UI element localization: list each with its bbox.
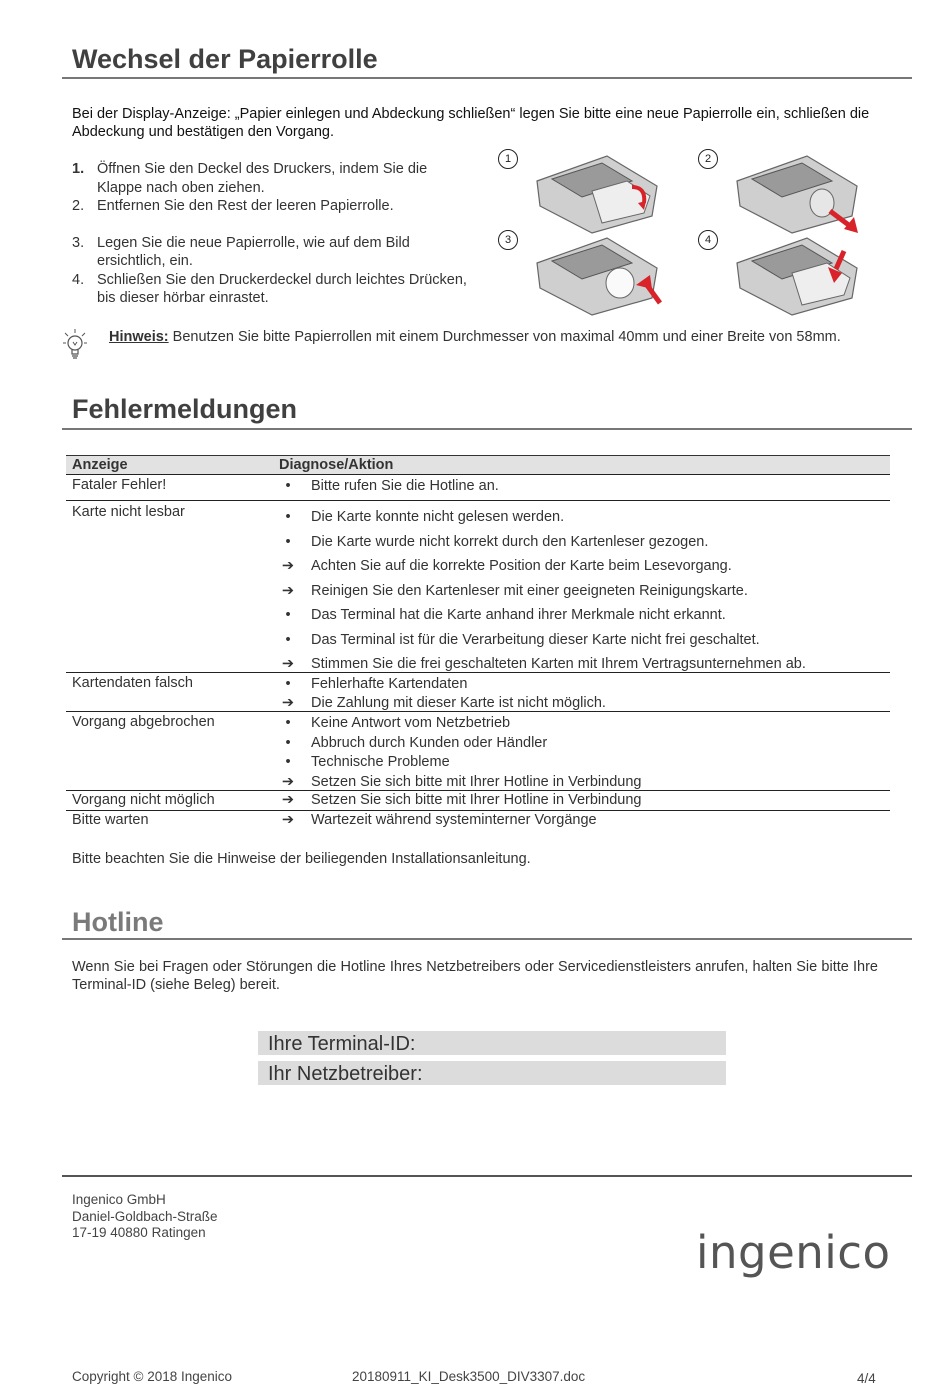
step-item: 1. Öffnen Sie den Deckel des Druckers, indem Sie die Klappe nach oben ziehen. (72, 161, 428, 196)
error-table (66, 455, 890, 831)
table-row (66, 791, 890, 811)
installation-note: Bitte beachten Sie die Hinweise der beiliegenden Installationsanleitung. (72, 851, 531, 867)
document-filename: 20180911_KI_Desk3500_DIV3307.doc (352, 1369, 586, 1384)
hint-label: Hinweis: (109, 329, 169, 345)
section-title-paper: Wechsel der Papierrolle (72, 44, 378, 74)
terminal-illustration-2 (732, 151, 862, 236)
network-operator-field: Ihr Netzbetreiber: (258, 1061, 726, 1085)
lightbulb-icon (62, 327, 88, 361)
step-item: 3. Legen Sie die neue Papierrolle, wie auf dem Bild ersichtlich, ein. (72, 234, 410, 269)
list-item: ➔ Setzen Sie sich bitte mit Ihrer Hotline in Verbindung (281, 773, 642, 790)
footer-rule (62, 1175, 912, 1177)
row-display: Karte nicht lesbar (72, 504, 185, 520)
step-item: 4. Schließen Sie den Druckerdeckel durch leichtes Drücken, bis dieser hörbar einrastet. (72, 271, 467, 306)
terminal-illustration-3 (532, 233, 662, 318)
table-row (66, 712, 890, 791)
figure-number: 4 (698, 230, 718, 250)
table-row (66, 501, 890, 673)
copyright: Copyright © 2018 Ingenico (72, 1369, 233, 1384)
figure-number: 2 (698, 149, 718, 169)
section-title-hotline: Hotline (72, 907, 164, 937)
terminal-id-field: Ihre Terminal-ID: (258, 1031, 726, 1055)
step-item: 2. Entfernen Sie den Rest der leeren Papierrolle. (72, 198, 394, 214)
list-item: • Keine Antwort vom Netzbetrieb (285, 715, 511, 731)
ingenico-logo: ingenico (696, 1226, 891, 1279)
col-header-display: Anzeige (72, 457, 128, 473)
title-rule (62, 77, 912, 79)
row-display: Bitte warten (72, 812, 149, 828)
terminal-illustration-1 (532, 151, 662, 236)
list-item: • Bitte rufen Sie die Hotline an. (285, 478, 499, 494)
list-item: • Das Terminal ist für die Verarbeitung dieser Karte nicht frei geschaltet. (285, 631, 760, 648)
list-item: ➔ Reinigen Sie den Kartenleser mit einer geeigneten Reinigungskarte. (281, 582, 748, 599)
list-item: ➔ Die Zahlung mit dieser Karte ist nicht möglich. (281, 694, 606, 711)
terminal-illustration-4 (732, 233, 862, 318)
company-address (72, 1192, 218, 1242)
list-item: • Das Terminal hat die Karte anhand ihrer Merkmale nicht erkannt. (285, 607, 726, 623)
company-street: Daniel-Goldbach-Straße (72, 1208, 218, 1224)
list-item: • Fehlerhafte Kartendaten (285, 676, 468, 692)
section-title-errors: Fehlermeldungen (72, 394, 298, 424)
row-display: Fataler Fehler! (72, 477, 167, 493)
hint-note: Hinweis: Benutzen Sie bitte Papierrollen mit einem Durchmesser von maximal 40mm und einer Breite von 58mm. (109, 329, 841, 345)
table-row (66, 673, 890, 712)
intro-text: Bei der Display-Anzeige: „Papier einlegen und Abdeckung schließen“ legen Sie bitte eine neue Papierrolle ein, schließen die Abdeckung und bestätigen den Vorgang. (72, 106, 870, 140)
table-row (66, 811, 890, 831)
figure-number: 1 (498, 149, 518, 169)
list-item: ➔ Setzen Sie sich bitte mit Ihrer Hotline in Verbindung (281, 792, 642, 808)
list-item: • Die Karte wurde nicht korrekt durch den Kartenleser gezogen. (285, 533, 709, 550)
row-display: Vorgang abgebrochen (72, 714, 215, 730)
list-item: ➔ Achten Sie auf die korrekte Position der Karte beim Lesevorgang. (281, 558, 732, 574)
page-number: 4/4 (857, 1371, 876, 1386)
col-header-action: Diagnose/Aktion (279, 457, 394, 473)
steps-list (72, 160, 472, 308)
list-item: ➔ Stimmen Sie die frei geschalteten Karten mit Ihrem Vertragsunternehmen ab. (281, 656, 806, 672)
table-header (66, 455, 890, 475)
list-item: • Technische Probleme (285, 754, 450, 770)
list-item: • Abbruch durch Kunden oder Händler (285, 734, 548, 751)
row-display: Vorgang nicht möglich (72, 792, 215, 808)
list-item: ➔ Wartezeit während systeminterner Vorgänge (281, 812, 597, 828)
table-row (66, 475, 890, 501)
paper-roll-figures (492, 143, 892, 323)
figure-number: 3 (498, 230, 518, 250)
title-rule (62, 938, 912, 940)
hotline-text: Wenn Sie bei Fragen oder Störungen die Hotline Ihres Netzbetreibers oder Servicedienstleisters anrufen, halten Sie bitte Ihre Terminal-ID (siehe Beleg) bereit. (72, 959, 878, 993)
title-rule (62, 428, 912, 430)
company-name: Ingenico GmbH (72, 1192, 166, 1207)
list-item: • Die Karte konnte nicht gelesen werden. (285, 509, 565, 525)
company-city: 17-19 40880 Ratingen (72, 1225, 206, 1240)
row-display: Kartendaten falsch (72, 675, 193, 691)
